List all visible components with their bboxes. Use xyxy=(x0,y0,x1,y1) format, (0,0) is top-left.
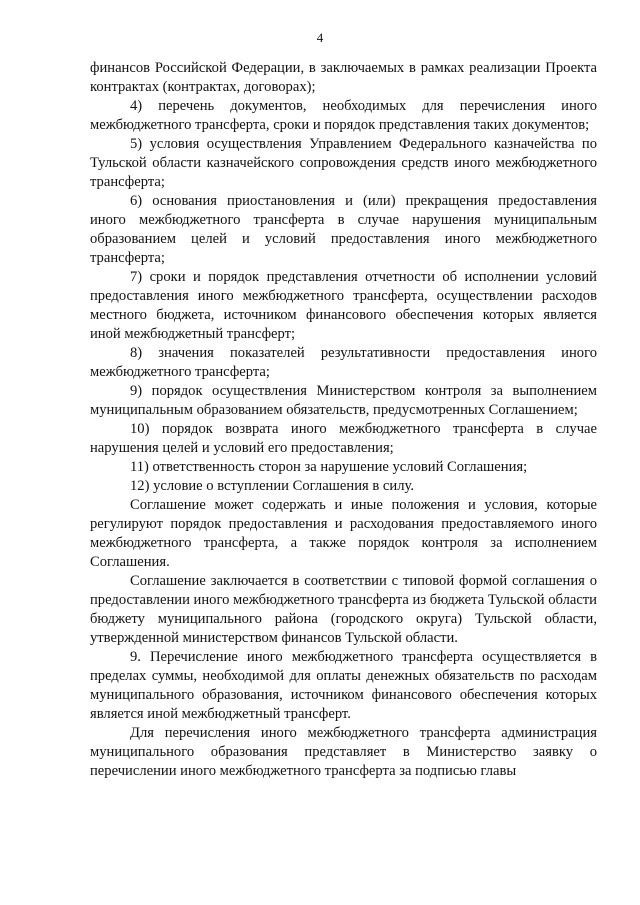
paragraph-section-9: 9. Перечисление иного межбюджетного трансферта осуществляется в пределах суммы, необходимой для оплаты денежных обязательств по расходам муниципального образования, источником финансового обеспечения которых является иной межбюджетный трансферт. xyxy=(90,649,597,722)
paragraph-item-9: 9) порядок осуществления Министерством контроля за выполнением муниципальным образованием обязательств, предусмотренных Соглашением; xyxy=(90,383,597,418)
paragraph-item-11: 11) ответственность сторон за нарушение условий Соглашения; xyxy=(130,459,528,475)
paragraph-transfer-request: Для перечисления иного межбюджетного трансферта администрация муниципального образования представляет в Министерство заявку о перечислении иного межбюджетного трансферта за подписью главы xyxy=(90,725,597,779)
paragraph-agreement-form: Соглашение заключается в соответствии с типовой формой соглашения о предоставлении иного межбюджетного трансферта из бюджета Тульской области бюджету муниципального района (городского округа) Тульской области, утвержденной министерством финансов Тульской области. xyxy=(90,573,597,646)
paragraph-item-6: 6) основания приостановления и (или) прекращения предоставления иного межбюджетного трансферта в случае нарушения муниципальным образованием целей и условий предоставления иного межбюджетного трансферта; xyxy=(90,193,597,266)
paragraph-item-7: 7) сроки и порядок представления отчетности об исполнении условий предоставления иного межбюджетного трансферта, осуществлении расходов местного бюджета, источником финансового обеспечения которых является иной межбюджетный трансферт; xyxy=(90,269,597,342)
document-body xyxy=(90,59,597,781)
paragraph-item-5: 5) условия осуществления Управлением Федерального казначейства по Тульской области казначейского сопровождения средств иного межбюджетного трансферта; xyxy=(90,136,597,190)
paragraph-item-4: 4) перечень документов, необходимых для перечисления иного межбюджетного трансферта, сроки и порядок представления таких документов; xyxy=(90,98,597,133)
page-number: 4 xyxy=(316,30,324,45)
paragraph-continuation: финансов Российской Федерации, в заключаемых в рамках реализации Проекта контрактах (контрактах, договорах); xyxy=(90,60,597,95)
paragraph-agreement-provisions: Соглашение может содержать и иные положения и условия, которые регулируют порядок предоставления и расходования предоставляемого иного межбюджетного трансферта, а также порядок контроля за исполнением Соглашения. xyxy=(90,497,597,570)
paragraph-item-12: 12) условие о вступлении Соглашения в силу. xyxy=(130,478,414,494)
paragraph-item-8: 8) значения показателей результативности предоставления иного межбюджетного трансферта; xyxy=(90,345,597,380)
paragraph-item-10: 10) порядок возврата иного межбюджетного трансферта в случае нарушения целей и условий его предоставления; xyxy=(90,421,597,456)
